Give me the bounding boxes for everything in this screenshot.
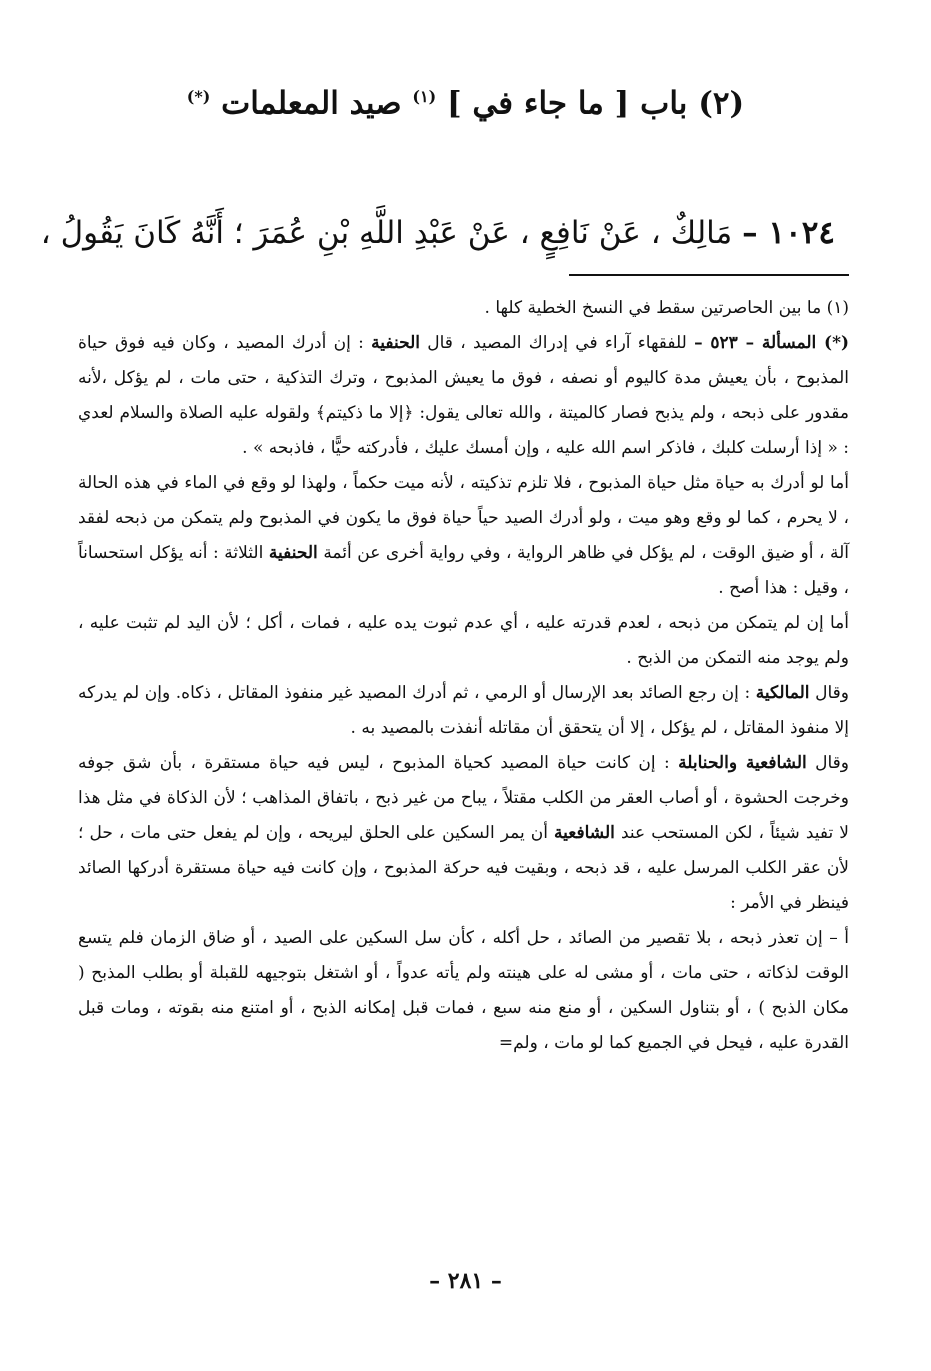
paragraph-text: : إن أدرك المصيد ، وكان فيه فوق حياة المذبوح ، بأن يعيش مدة كاليوم أو نصفه ، فوق ما يعيش المذبوح ، وترك التذكية ، حتى مات ، لم يؤكل ،لأنه مقدور على ذبحه ، ولم يذبح فصار كالميتة ، والله تعالى يقول: ﴿إلا ما ذكيتم﴾ ولقوله عليه الصلاة والسلام لعدي : « إذا أرسلت كلبك ، فاذكر اسم الله عليه ، وإن أمسك عليك ، فأدركته حيًّا ، فاذبحه » .: [78, 333, 849, 458]
footnote-paragraph-2: [78, 466, 849, 606]
issue-label: (*) المسألة – ٥٢٣ –: [694, 333, 850, 353]
paragraph-text: : إن رجع الصائد بعد الإرسال أو الرمي ، ثم أدرك المصيد غير منفوذ المقاتل ، ذكاه. وإن لم يدركه إلا منفوذ المقاتل ، لم يؤكل ، إلا أن يتحقق أن مقاتله أنفذت بالمصيد به .: [78, 683, 849, 738]
footnote-star-paragraph-1: [78, 326, 849, 466]
footnote-1: (١) ما بين الحاصرتين سقط في النسخ الخطية كلها .: [484, 298, 849, 318]
paragraph-text: الثلاثة : أنه يؤكل استحساناً ، وقيل : هذا أصح .: [78, 543, 849, 598]
school-name: الحنفية: [268, 543, 318, 563]
footnote-separator: [569, 274, 849, 276]
footnote-paragraph-5: [78, 746, 849, 921]
school-name: المالكية: [755, 683, 810, 703]
page-number: – ٢٨١ –: [429, 1268, 502, 1294]
paragraph-text: وقال: [815, 753, 850, 773]
paragraph-text: للفقهاء آراء في إدراك المصيد ، قال: [427, 333, 687, 353]
chapter-title: [60, 72, 871, 128]
hadith-line: [40, 208, 835, 258]
footnote-paragraph-6: أ – إن تعذر ذبحه ، بلا تقصير من الصائد ، حل أكله ، كأن سل السكين على الصيد ، أو ضاق الزمان فلم يتسع الوقت لذكاته ، حتى مات ، أو مشى له على هينته ولم يأته عدواً ، أو اشتغل بتوجيهه للقبلة أو بطلب المذبح ( مكان الذبح ) ، أو بتناول السكين ، أو منع منه سبع ، فمات قبل إمكانه الذبح ، أو امتنع منه بقوته ، ومات قبل القدرة عليه ، فيحل في الجميع كما لو مات ، ولم=: [78, 928, 849, 1053]
hadith-text: مَالِكٌ ، عَنْ نَافِعٍ ، عَنْ عَبْدِ اللَّهِ بْنِ عُمَرَ ؛ أَنَّهُ كَانَ يَقُولُ ،: [40, 215, 733, 251]
star-footnote-reference: (*): [186, 87, 211, 106]
chapter-title-subject: صيد المعلمات: [221, 85, 402, 122]
paragraph-text: أما لو أدرك به حياة مثل حياة المذبوح ، فلا تلزم تذكيته ، لأنه ميت حكماً ، ولهذا لو وقع في الماء في هذه الحالة ، لا يحرم ، كما لو وقع وهو ميت ، ولو أدرك الصيد حياً حياة فوق ما يكون في المذبوح ولم يتمكن من ذبحه لفقد آلة ، أو ضيق الوقت ، لم يؤكل في ظاهر الرواية ، وفي رواية أخرى عن أئمة: [78, 473, 850, 563]
footnotes: [78, 291, 849, 1061]
paragraph-text: وقال: [815, 683, 850, 703]
footnote-paragraph-4: [78, 676, 849, 746]
school-name: الشافعية: [554, 823, 615, 843]
footnote-reference: (١): [412, 87, 437, 106]
school-name: الشافعية والحنابلة: [678, 753, 807, 773]
paragraph-text: أن يمر السكين على الحلق ليريحه ، وإن لم يفعل حتى مات ، حل ؛ لأن عقر الكلب المرسل عليه ، قد ذبحه ، وبقيت فيه حركة المذبوح ، وإن كانت فيه حياة مستقرة أدركها الصائد فينظر في الأمر :: [78, 823, 849, 913]
hadith-number: ١٠٢٤ –: [742, 215, 835, 251]
chapter-title-main: (٢) باب [ ما جاء في ]: [446, 85, 745, 122]
footnote-paragraph-3: أما إن لم يتمكن من ذبحه ، لعدم قدرته عليه ، أي عدم ثبوت يده عليه ، فمات ، أكل ؛ لأن اليد لم تثبت عليه ، ولم يوجد منه التمكن من الذبح .: [78, 613, 849, 668]
school-name: الحنفية: [371, 333, 420, 353]
paragraph-text: : إن كانت حياة المصيد كحياة المذبوح ، ليس فيه حياة مستقرة ، بأن شق جوفه وخرجت الحشوة ، أو أصاب العقر من الكلب مقتلاً ، يباح من غير ذبح ، باتفاق المذاهب ؛ لأن الذكاة في مثل هذا لا تفيد شيئاً ، لكن المستحب عند: [78, 753, 850, 843]
